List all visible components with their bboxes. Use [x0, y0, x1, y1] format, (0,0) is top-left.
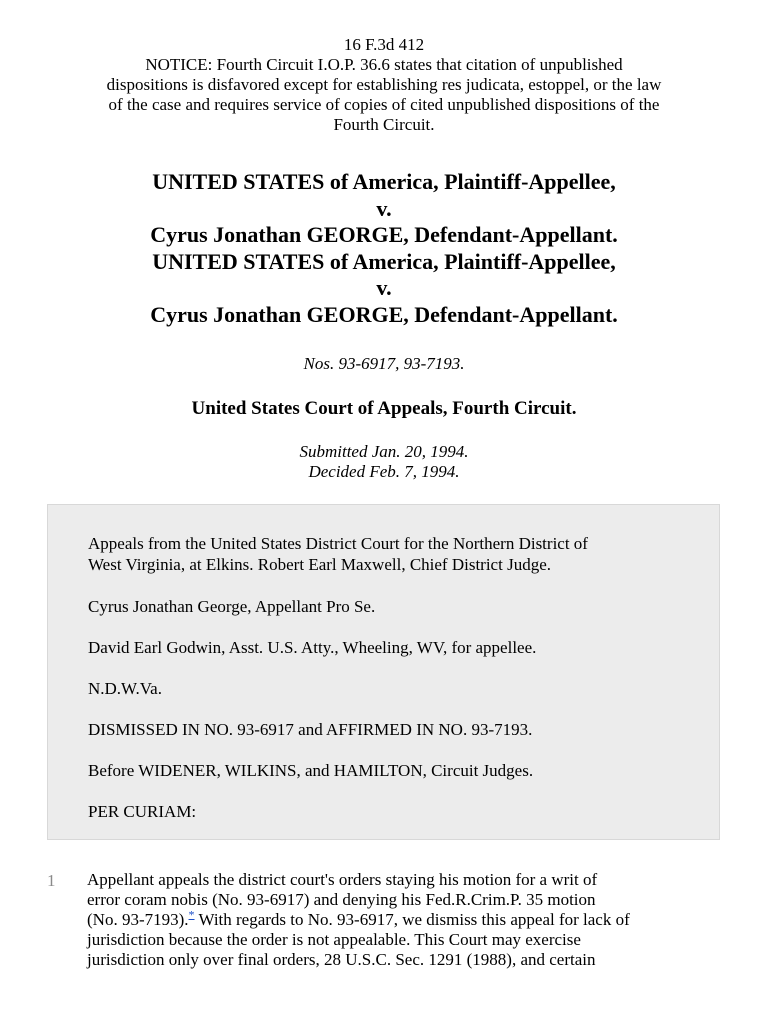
case-caption — [40, 169, 728, 328]
opinion-paragraph — [87, 870, 737, 970]
opinion-line-5: jurisdiction only over final orders, 28 U.S.C. Sec. 1291 (1988), and certain — [87, 950, 596, 969]
notice-line-2: dispositions is disfavored except for establishing res judicata, estoppel, or the law — [106, 75, 662, 94]
case-info-box — [47, 504, 720, 840]
court-name: United States Court of Appeals, Fourth Circuit. — [191, 398, 577, 419]
appeal-from-line-1: Appeals from the United States District Court for the Northern District of — [88, 534, 588, 553]
caption-line-5: v. — [376, 275, 392, 300]
appellant-counsel: Cyrus Jonathan George, Appellant Pro Se. — [88, 597, 376, 616]
disposition: DISMISSED IN NO. 93-6917 and AFFIRMED IN NO. 93-7193. — [88, 720, 533, 739]
paragraph-number: 1 — [47, 871, 56, 890]
notice-line-3: of the case and requires service of copies of cited unpublished dispositions of the — [108, 95, 660, 114]
opinion-line-3 — [87, 907, 737, 930]
caption-line-1: UNITED STATES of America, Plaintiff-Appellee, — [152, 169, 616, 194]
panel-judges: Before WIDENER, WILKINS, and HAMILTON, Circuit Judges. — [88, 761, 534, 780]
opinion-line-2: error coram nobis (No. 93-6917) and denying his Fed.R.Crim.P. 35 motion — [87, 890, 596, 909]
submitted-date: Submitted Jan. 20, 1994. — [299, 442, 469, 461]
per-curiam-label: PER CURIAM: — [88, 802, 197, 821]
notice-line-4: Fourth Circuit. — [333, 115, 435, 134]
opinion-line-3-start: (No. 93-7193). — [87, 910, 189, 929]
appellee-counsel: David Earl Godwin, Asst. U.S. Atty., Wheeling, WV, for appellee. — [88, 638, 537, 657]
docket-numbers: Nos. 93-6917, 93-7193. — [303, 354, 465, 373]
caption-line-3: Cyrus Jonathan GEORGE, Defendant-Appellant. — [150, 222, 618, 247]
notice-line-1: NOTICE: Fourth Circuit I.O.P. 36.6 states that citation of unpublished — [145, 55, 623, 74]
caption-line-4: UNITED STATES of America, Plaintiff-Appellee, — [152, 248, 616, 274]
district-abbrev: N.D.W.Va. — [88, 679, 162, 698]
decision-dates — [40, 442, 728, 482]
opinion-line-4: jurisdiction because the order is not appealable. This Court may exercise — [87, 930, 581, 949]
opinion-line-3-end: With regards to No. 93-6917, we dismiss this appeal for lack of — [194, 910, 630, 929]
decided-date: Decided Feb. 7, 1994. — [308, 462, 460, 481]
caption-line-2: v. — [376, 195, 392, 221]
reporter-citation: 16 F.3d 412 — [343, 35, 425, 54]
opinion-line-1: Appellant appeals the district court's orders staying his motion for a writ of — [87, 870, 598, 889]
appeal-from-line-2: West Virginia, at Elkins. Robert Earl Maxwell, Chief District Judge. — [88, 555, 551, 574]
caption-line-6: Cyrus Jonathan GEORGE, Defendant-Appellant. — [150, 301, 618, 327]
document-header — [40, 35, 728, 135]
footnote-link[interactable]: * — [188, 907, 195, 922]
